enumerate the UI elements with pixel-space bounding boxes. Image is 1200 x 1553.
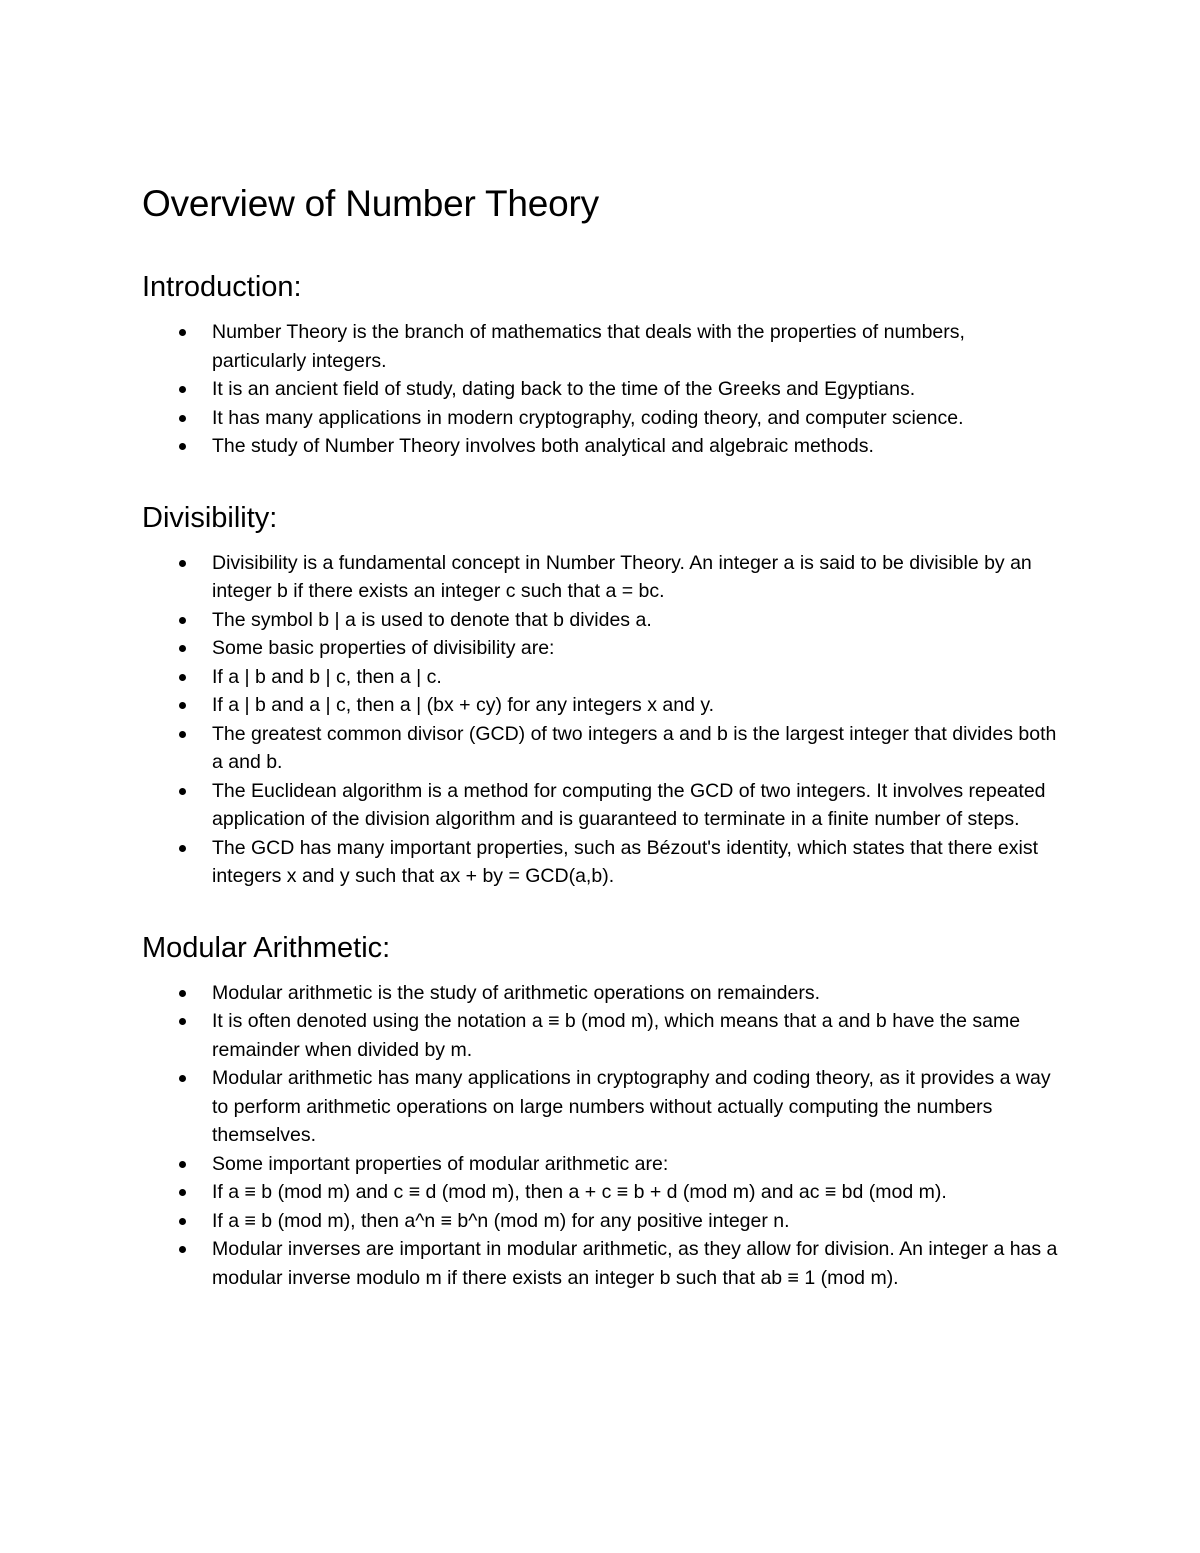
section-heading-modular-arithmetic: Modular Arithmetic: [142,931,391,964]
list-item-text: Modular arithmetic has many applications in cryptography and coding theory, as it provides a way to perform arithmetic operations on large numbers without actually computing the numbers themselves. [212,1067,1051,1146]
bullet-icon [179,1161,186,1168]
bullet-icon [179,731,186,738]
bullet-icon [179,1189,186,1196]
list-item-text: The GCD has many important properties, such as Bézout's identity, which states that there exist integers x and y such that ax + by = GCD(a,b). [212,836,1038,887]
modular-arithmetic-list [142,979,1062,1293]
list-item [142,979,1062,1008]
list-item-text: The greatest common divisor (GCD) of two integers a and b is the largest integer that divides both a and b. [212,722,1057,773]
bullet-icon [179,617,186,624]
bullet-icon [179,845,186,852]
list-item [142,1007,1062,1064]
list-item-text: It has many applications in modern cryptography, coding theory, and computer science. [212,406,964,429]
bullet-icon [179,674,186,681]
list-item [142,1178,1062,1207]
divisibility-list [142,549,1062,891]
introduction-list [142,318,1062,461]
bullet-icon [179,990,186,997]
list-item-text: Modular arithmetic is the study of arithmetic operations on remainders. [212,981,821,1004]
bullet-icon [179,702,186,709]
document-title: Overview of Number Theory [142,183,599,224]
list-item [142,1150,1062,1179]
list-item-text: Divisibility is a fundamental concept in Number Theory. An integer a is said to be divisible by an integer b if there exists an integer c such that a = bc. [212,551,1032,602]
list-item [142,691,1062,720]
list-item-text: Some basic properties of divisibility are: [212,637,555,659]
list-item [142,634,1062,663]
list-item [142,834,1062,891]
list-item [142,606,1062,635]
section-heading-divisibility: Divisibility: [142,501,278,534]
list-item-text: The study of Number Theory involves both analytical and algebraic methods. [212,435,874,457]
list-item-text: If a ≡ b (mod m), then a^n ≡ b^n (mod m) for any positive integer n. [212,1209,790,1232]
bullet-icon [179,443,186,450]
bullet-icon [179,1018,186,1025]
bullet-icon [179,415,186,422]
bullet-icon [179,1246,186,1253]
bullet-icon [179,1218,186,1225]
list-item [142,432,1062,461]
list-item [142,777,1062,834]
list-item [142,1235,1062,1292]
list-item-text: If a | b and a | c, then a | (bx + cy) for any integers x and y. [212,694,715,716]
list-item [142,404,1062,433]
list-item-text: If a ≡ b (mod m) and c ≡ d (mod m), then a + c ≡ b + d (mod m) and ac ≡ bd (mod m). [212,1181,947,1203]
list-item-text: Modular inverses are important in modular arithmetic, as they allow for division. An integer a has a modular inverse modulo m if there exists an integer b such that ab ≡ 1 (mod m). [212,1238,1058,1289]
list-item-text: Some important properties of modular arithmetic are: [212,1152,669,1175]
bullet-icon [179,1075,186,1082]
list-item-text: If a | b and b | c, then a | c. [212,665,442,688]
list-item-text: It is an ancient field of study, dating back to the time of the Greeks and Egyptians. [212,378,916,400]
bullet-icon [179,788,186,795]
section-heading-introduction: Introduction: [142,271,302,303]
list-item [142,318,1062,375]
bullet-icon [179,329,186,336]
list-item [142,720,1062,777]
list-item-text: It is often denoted using the notation a ≡ b (mod m), which means that a and b have the same remainder when divided by m. [212,1010,1021,1061]
list-item-text: The Euclidean algorithm is a method for computing the GCD of two integers. It involves repeated application of the division algorithm and is guaranteed to terminate in a finite number of steps. [212,779,1046,830]
list-item-text: Number Theory is the branch of mathematics that deals with the properties of numbers, particularly integers. [212,321,965,372]
bullet-icon [179,386,186,393]
list-item [142,663,1062,692]
bullet-icon [179,560,186,567]
list-item [142,1207,1062,1236]
list-item-text: The symbol b | a is used to denote that b divides a. [212,608,652,631]
list-item [142,549,1062,606]
document-body [142,180,1062,1292]
list-item [142,375,1062,404]
bullet-icon [179,645,186,652]
list-item [142,1064,1062,1150]
